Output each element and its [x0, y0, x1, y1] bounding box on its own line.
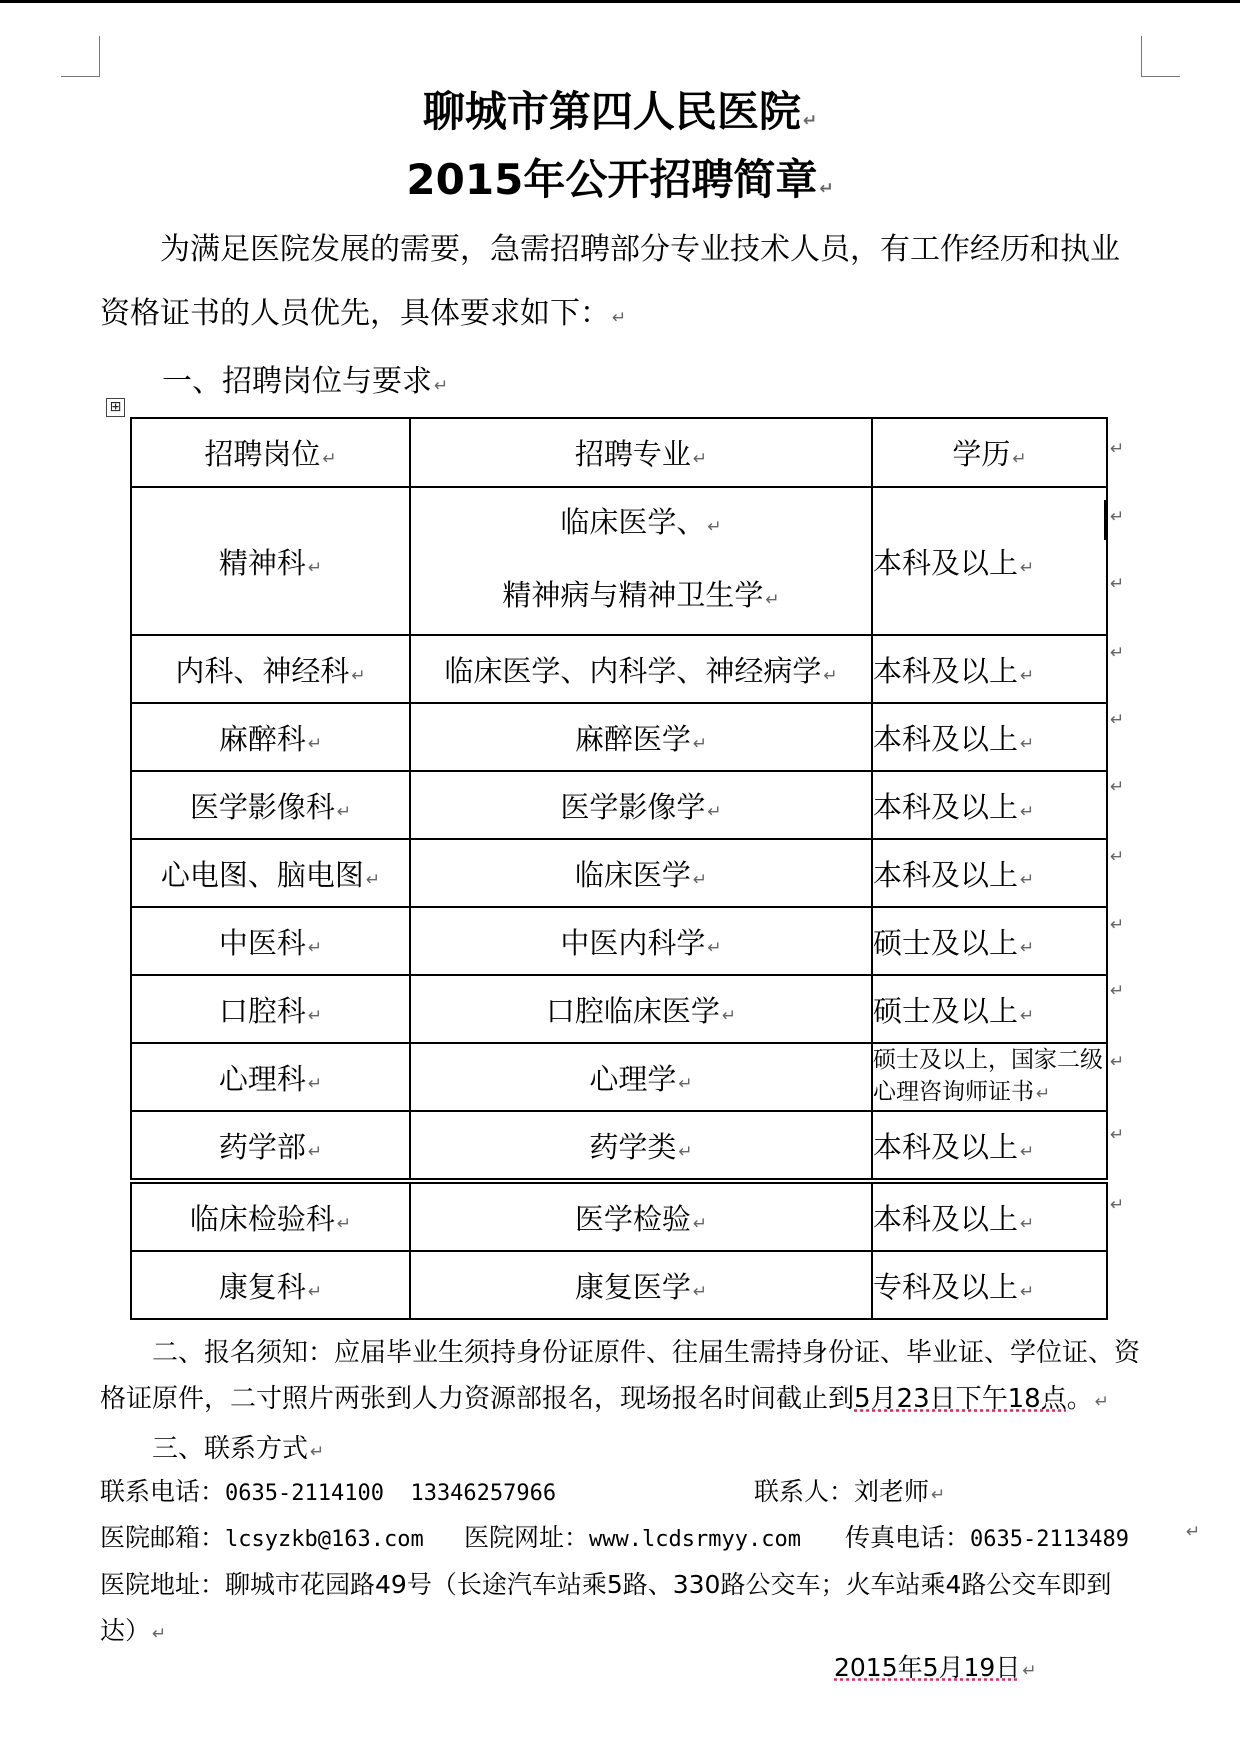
position-cell[interactable]: 心理科 ↵ [131, 1043, 410, 1111]
paragraph-mark-icon: ↵ [152, 1624, 167, 1644]
major-cell[interactable]: 医学检验 ↵ [410, 1181, 872, 1251]
major-cell[interactable]: 麻醉医学 ↵ [410, 703, 872, 771]
row-end-mark-icon: ↵ [1110, 574, 1125, 594]
major-cell[interactable]: 药学类 ↵ [410, 1111, 872, 1181]
hospital-fax-value: 0635-2113489 [970, 1527, 1129, 1552]
table-row [131, 907, 1107, 975]
hospital-address[interactable]: 医院地址：聊城市花园路49号（长途汽车站乘5路、330路公交车；火车站乘4路公交车即到达） ↵ [100, 1570, 1112, 1645]
table-row [131, 635, 1107, 703]
intro-paragraph[interactable]: 为满足医院发展的需要，急需招聘部分专业技术人员，有工作经历和执业资格证书的人员优先，具体要求如下： ↵ [100, 232, 1120, 331]
row-end-mark-icon: ↵ [1110, 439, 1125, 459]
paragraph-mark-icon: ↵ [612, 308, 627, 328]
crop-mark-top-left [61, 36, 100, 77]
education-cell[interactable]: 硕士及以上 ↵ [872, 975, 1107, 1043]
education-cell[interactable]: 本科及以上 ↵ [872, 487, 1107, 635]
hospital-website-value: www.lcdsrmyy.com [589, 1527, 801, 1552]
major-cell[interactable]: 口腔临床医学 ↵ [410, 975, 872, 1043]
major-cell[interactable]: 心理学 ↵ [410, 1043, 872, 1111]
contact-person-value: 刘老师 [854, 1477, 930, 1506]
row-end-mark-icon: ↵ [1110, 915, 1125, 935]
table-row [131, 839, 1107, 907]
contact-phone-line[interactable]: 联系电话：0635-2114100 13346257966 [100, 1477, 557, 1506]
major-cell[interactable]: 康复医学 ↵ [410, 1251, 872, 1319]
document-subtitle[interactable]: 2015年公开招聘简章 ↵ [406, 155, 834, 204]
registration-deadline: 5月23日下午18点 [854, 1384, 1067, 1414]
hospital-address-value: 聊城市花园路49号（长途汽车站乘5路、330路公交车；火车站乘4路公交车即到达） [100, 1570, 1112, 1645]
page-top-border [0, 0, 1240, 3]
recruitment-table[interactable] [130, 417, 1108, 1320]
hospital-website-line[interactable]: 医院网址：www.lcdsrmyy.com [464, 1523, 801, 1552]
row-end-mark-icon: ↵ [1110, 777, 1125, 797]
row-end-mark-icon: ↵ [1110, 847, 1125, 867]
paragraph-mark-icon: ↵ [819, 179, 834, 199]
row-end-mark-icon: ↵ [1110, 981, 1125, 1001]
contact-person-line[interactable]: 联系人：刘老师 ↵ [754, 1477, 946, 1506]
document-title[interactable]: 聊城市第四人民医院 ↵ [422, 87, 818, 136]
row-end-mark-icon: ↵ [1110, 643, 1125, 663]
table-header-row [131, 418, 1107, 487]
section-3-heading[interactable]: 三、联系方式 ↵ [152, 1434, 325, 1464]
section-2-registration[interactable]: 二、报名须知：应届毕业生须持身份证原件、往届生需持身份证、毕业证、学位证、资格证原件，二寸照片两张到人力资源部报名，现场报名时间截止到5月23日下午18点。 ↵ [100, 1338, 1141, 1414]
position-cell[interactable]: 口腔科 ↵ [131, 975, 410, 1043]
section-1-heading[interactable]: 一、招聘岗位与要求 ↵ [162, 364, 449, 399]
row-end-mark-icon: ↵ [1110, 710, 1125, 730]
paragraph-mark-icon: ↵ [1186, 1522, 1201, 1542]
education-cell[interactable]: 硕士及以上，国家二级心理咨询师证书 ↵ [872, 1043, 1107, 1111]
table-row [131, 1111, 1107, 1181]
table-row [131, 1181, 1107, 1251]
education-cell[interactable]: 本科及以上 ↵ [872, 839, 1107, 907]
education-cell[interactable]: 本科及以上 ↵ [872, 1111, 1107, 1181]
education-cell[interactable]: 硕士及以上 ↵ [872, 907, 1107, 975]
header-cell-position[interactable]: 招聘岗位 ↵ [131, 418, 410, 487]
major-cell[interactable]: 临床医学、 ↵ 精神病与精神卫生学 ↵ [410, 487, 872, 635]
position-cell[interactable]: 康复科 ↵ [131, 1251, 410, 1319]
paragraph-mark-icon: ↵ [310, 1442, 325, 1462]
major-cell[interactable]: 临床医学 ↵ [410, 839, 872, 907]
text-cursor [1104, 500, 1108, 540]
table-row [131, 1043, 1107, 1111]
education-cell[interactable]: 本科及以上 ↵ [872, 771, 1107, 839]
hospital-email-line[interactable]: 医院邮箱：lcsyzkb@163.com [100, 1523, 424, 1552]
table-move-handle-icon[interactable]: ⊞ [106, 398, 125, 417]
position-cell[interactable]: 精神科 ↵ [131, 487, 410, 635]
education-cell[interactable]: 本科及以上 ↵ [872, 635, 1107, 703]
hospital-fax-line[interactable]: 传真电话：0635-2113489 [845, 1523, 1129, 1552]
major-cell[interactable]: 临床医学、内科学、神经病学 ↵ [410, 635, 872, 703]
education-cell[interactable]: 本科及以上 ↵ [872, 703, 1107, 771]
table-row [131, 487, 1107, 635]
table-row [131, 703, 1107, 771]
hospital-email-value: lcsyzkb@163.com [225, 1527, 424, 1552]
header-cell-education[interactable]: 学历 ↵ [872, 418, 1107, 487]
row-end-mark-icon: ↵ [1110, 1195, 1125, 1215]
paragraph-mark-icon: ↵ [1094, 1392, 1109, 1412]
paragraph-mark-icon: ↵ [434, 376, 449, 396]
major-cell[interactable]: 中医内科学 ↵ [410, 907, 872, 975]
table-row [131, 771, 1107, 839]
paragraph-mark-icon: ↵ [1022, 1661, 1037, 1681]
education-cell[interactable]: 专科及以上 ↵ [872, 1251, 1107, 1319]
position-cell[interactable]: 麻醉科 ↵ [131, 703, 410, 771]
table-row [131, 1251, 1107, 1319]
education-cell[interactable]: 本科及以上 ↵ [872, 1181, 1107, 1251]
contact-phone-value: 0635-2114100 13346257966 [225, 1481, 557, 1506]
position-cell[interactable]: 心电图、脑电图 ↵ [131, 839, 410, 907]
table-row [131, 975, 1107, 1043]
header-cell-major[interactable]: 招聘专业 ↵ [410, 418, 872, 487]
document-date[interactable]: 2015年5月19日 ↵ [834, 1653, 1037, 1682]
position-cell[interactable]: 药学部 ↵ [131, 1111, 410, 1181]
position-cell[interactable]: 临床检验科 ↵ [131, 1181, 410, 1251]
row-end-mark-icon: ↵ [1110, 1125, 1125, 1145]
paragraph-mark-icon: ↵ [802, 111, 818, 131]
position-cell[interactable]: 中医科 ↵ [131, 907, 410, 975]
row-end-mark-icon: ↵ [1110, 1052, 1125, 1072]
position-cell[interactable]: 医学影像科 ↵ [131, 771, 410, 839]
paragraph-mark-icon: ↵ [931, 1485, 946, 1505]
row-end-mark-icon: ↵ [1110, 507, 1125, 527]
crop-mark-top-right [1141, 36, 1180, 77]
position-cell[interactable]: 内科、神经科 ↵ [131, 635, 410, 703]
major-cell[interactable]: 医学影像学 ↵ [410, 771, 872, 839]
